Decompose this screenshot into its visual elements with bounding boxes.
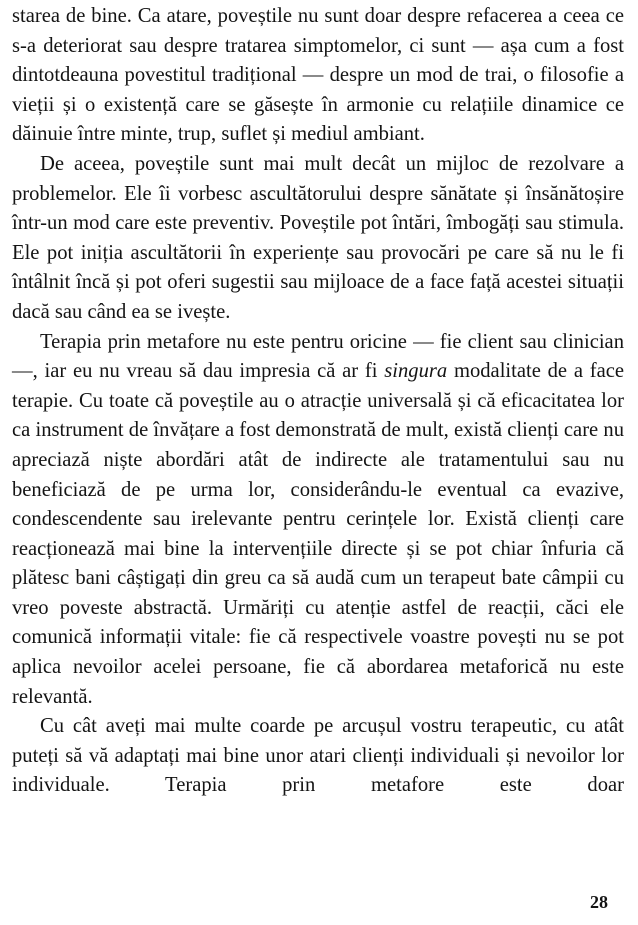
paragraph-3-text-start: Terapia prin metafore nu este pentru oricine — fie client sau clinician —, iar eu nu vreau să dau impresia că ar fi (12, 330, 624, 383)
page-number: 28 (590, 892, 608, 912)
paragraph-3 (12, 328, 624, 713)
body-text (12, 2, 624, 801)
paragraph-2: De aceea, poveștile sunt mai mult decât un mijloc de rezolvare a problemelor. Ele îi vorbesc ascultătorului despre sănătate și însănătoșire într-un mod care este preventiv. Poveștile pot întări, îmbogăți sau stimula. Ele pot iniția ascultătorii în experiențe sau provocări pe care să nu le fi întâlnit încă și pot oferi sugestii sau mijloace de a face față acestei situații dacă sau când ea se ivește. (12, 152, 624, 323)
book-page (12, 0, 624, 925)
paragraph-4: Cu cât aveți mai multe coarde pe arcușul vostru terapeutic, cu atât puteți să vă adaptați mai bine unor atari clienți individuali și nevoilor lor individuale. Terapia prin metafore este doar (12, 715, 624, 797)
paragraph-3-text-end: modalitate de a face terapie. Cu toate că poveștile au o atracție universală și că eficacitatea lor ca instrument de învățare a fost demonstrată de mult, există clienți care nu apreciază niște abordări atât de indirecte ale tratamentului sau nu beneficiază de pe urma lor, considerându-le eventual ca evazive, condescendente sau irelevante pentru cerințele lor. Există clienți care reacționează mai bine la intervențiile directe și se pot chiar înfuria că plătesc bani câștigați din greu ca să audă cum un terapeut bate câmpii cu vreo poveste abstractă. Urmăriți cu atenție astfel de reacții, căci ele comunică informații vitale: fie că respectivele voastre povești nu se pot aplica nevoilor acelei persoane, fie că abordarea metaforică nu este relevantă. (12, 360, 624, 708)
paragraph-1: starea de bine. Ca atare, poveștile nu sunt doar despre refacerea a ceea ce s-a deteriorat sau despre tratarea simptomelor, ci sunt — așa cum a fost dintotdeauna povestitul tradițional — despre un mod de trai, o filosofie a vieții și o existență care se găsește în armonie cu relațiile dinamice ce dăinuie între minte, trup, suflet și mediul ambiant. (12, 5, 624, 146)
paragraph-3-emphasis: singura (384, 360, 448, 383)
